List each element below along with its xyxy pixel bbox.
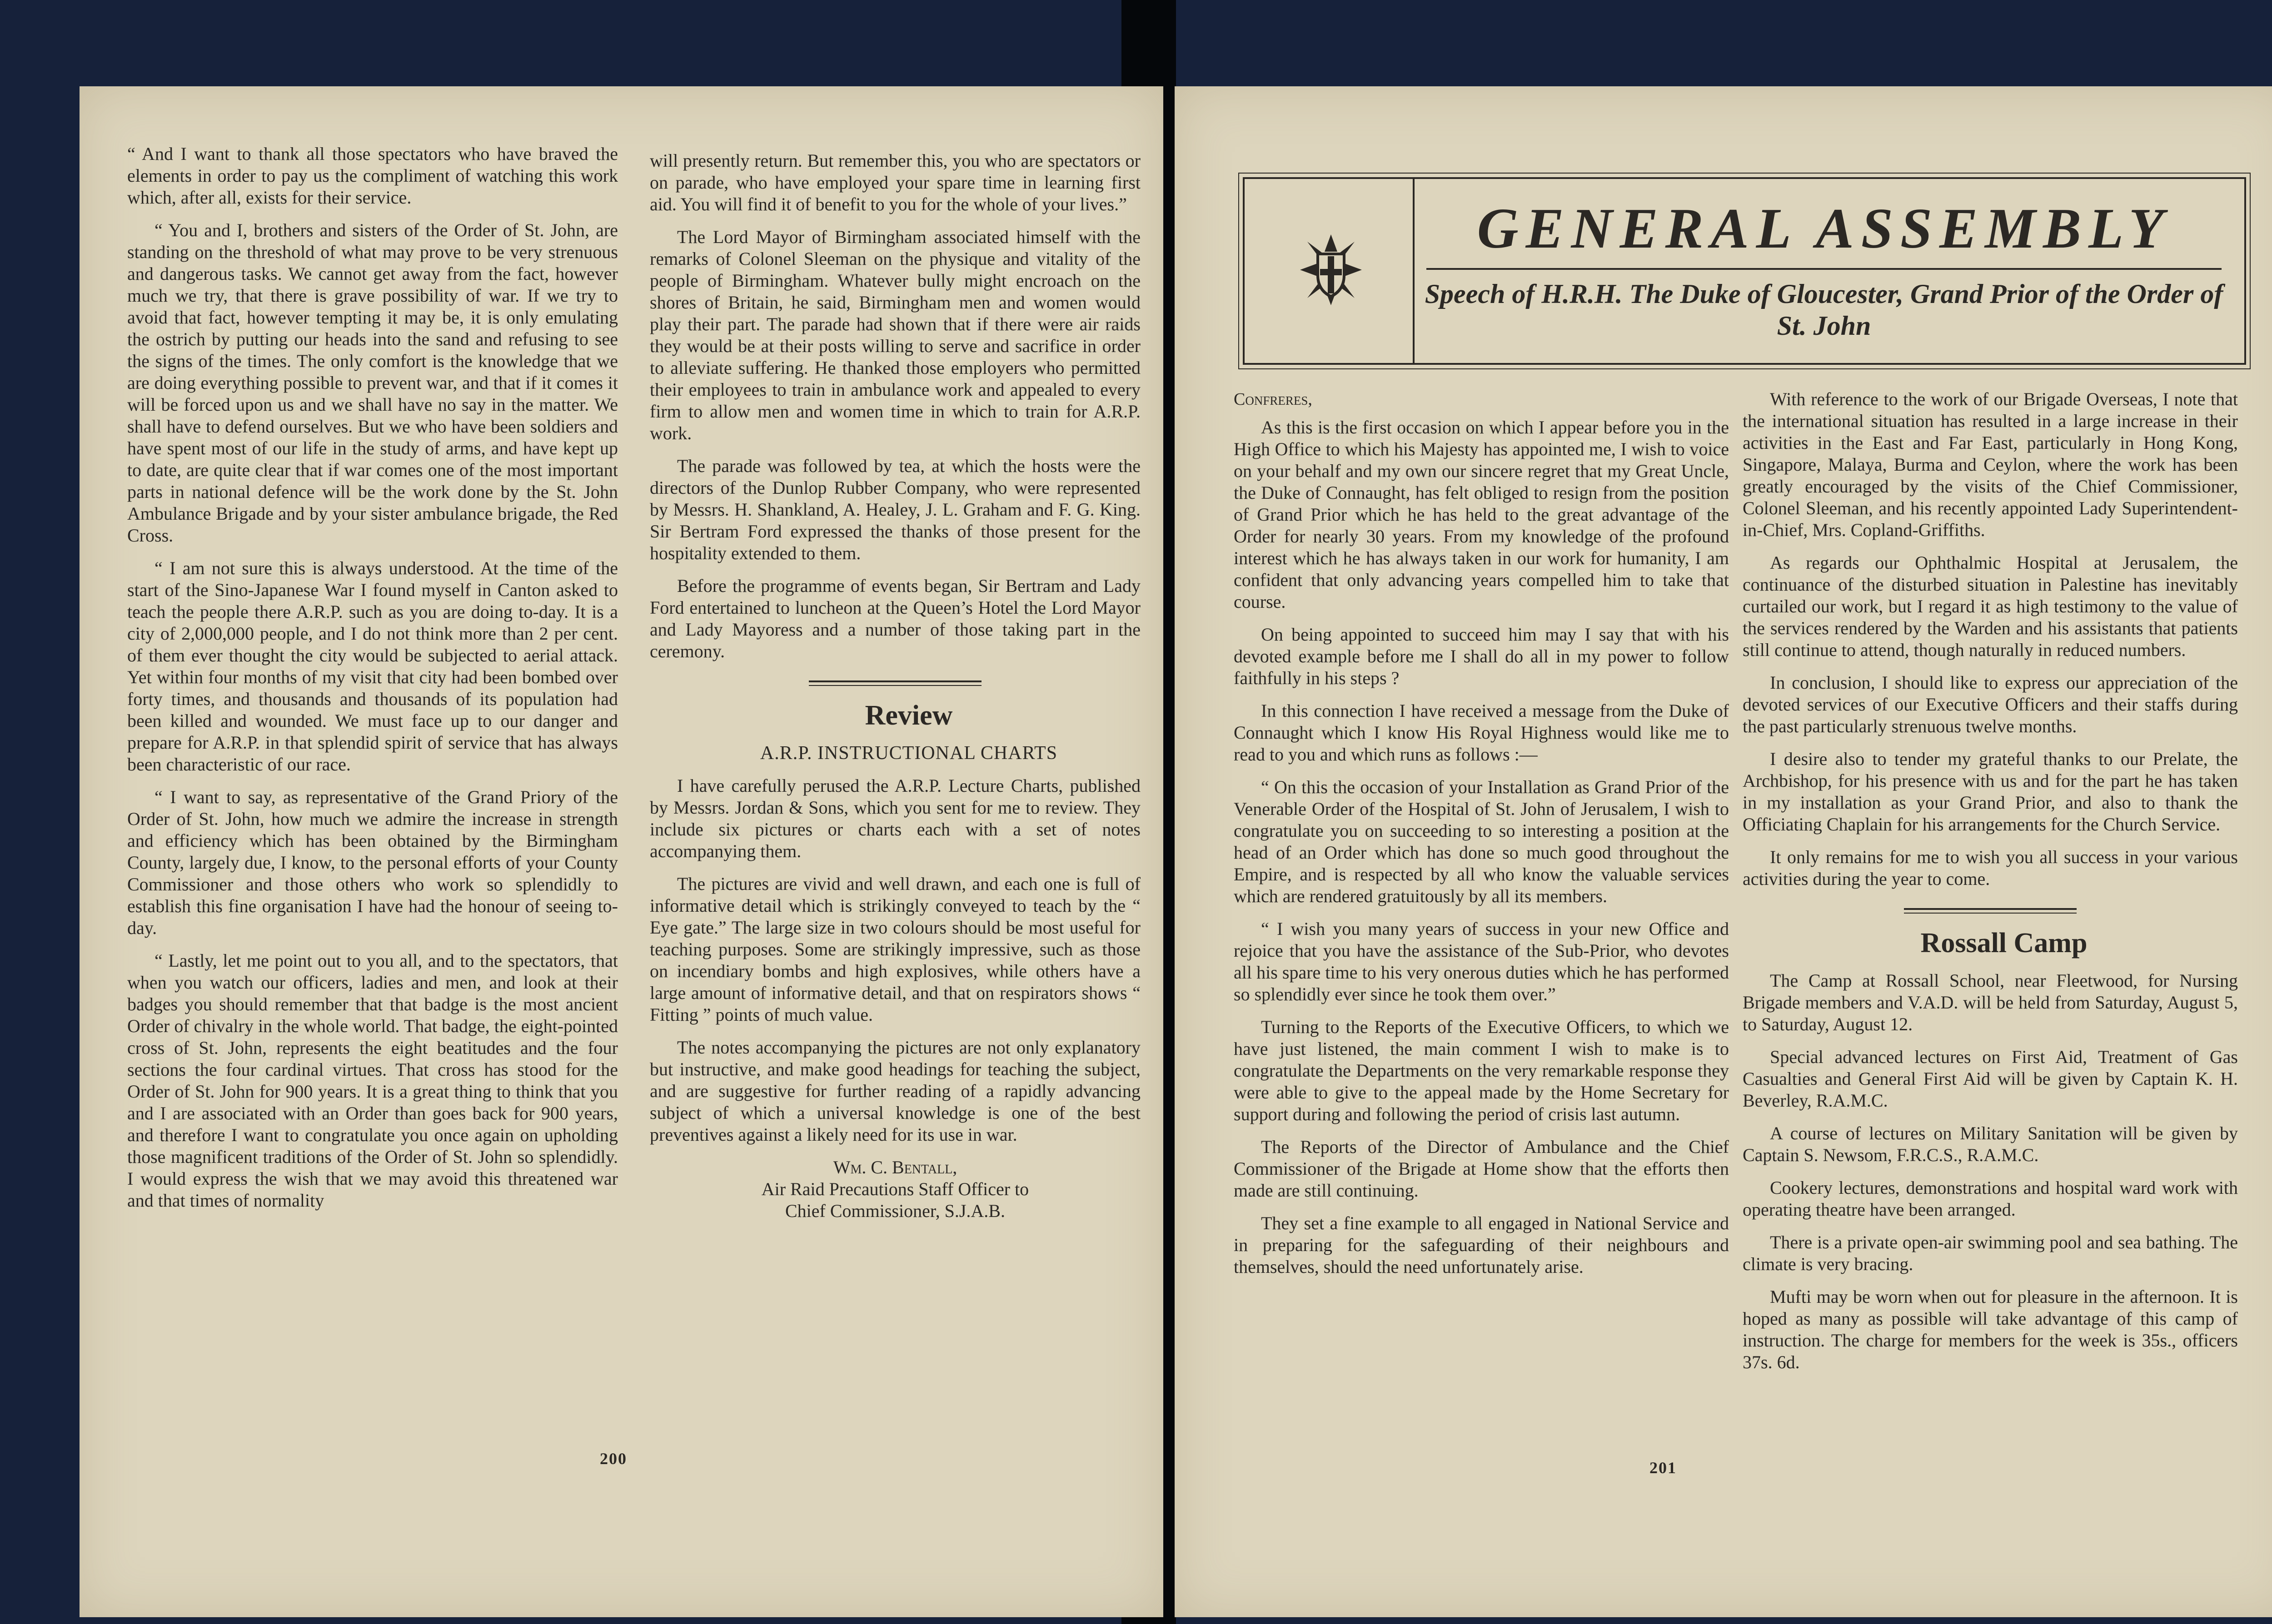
review-signature-name: Wm. C. Bentall, xyxy=(833,1157,957,1177)
paragraph: Cookery lectures, demonstrations and hospital ward work with operating theatre have been arranged. xyxy=(1743,1177,2238,1220)
page-number: 200 xyxy=(600,1450,627,1468)
right-page-column-2 xyxy=(1743,388,2238,1384)
paragraph: It only remains for me to wish you all success in your various activities during the year to come. xyxy=(1743,847,2238,889)
paragraph: will presently return. But remember this, you who are spectators or on parade, who have employed your spare time in learning first aid. You will find it of benefit to you for the whole of your lives.” xyxy=(650,150,1141,214)
paragraph: The Camp at Rossall School, near Fleetwood, for Nursing Brigade members and V.A.D. will be held from Saturday, August 5, to Saturday, August 12. xyxy=(1743,970,2238,1034)
rossall-camp-heading: Rossall Camp xyxy=(1920,928,2088,959)
paragraph: The notes accompanying the pictures are not only explanatory but instructive, and make good headings for teaching the subject, and are suggestive for further reading of a rapidly advancing subject of which a universal knowledge is one of the best preventives against a likely need for its use in war. xyxy=(650,1037,1141,1145)
left-page-column-1 xyxy=(127,143,618,1222)
left-page-column-2 xyxy=(650,150,1141,1222)
left-page xyxy=(80,86,1163,1617)
paragraph: In this connection I have received a message from the Duke of Connaught which I know His Royal Highness would like me to read to you and which runs as follows :— xyxy=(1234,700,1729,765)
paragraph: The pictures are vivid and well drawn, and each one is full of informative detail which is strikingly conveyed to teach by the “ Eye gate.” The large size in two colours should be most useful for teaching purposes. Some are strikingly impressive, such as those on incendiary bombs and high explosives, while others have a large amount of informative detail, and that on respirators shows “ Fitting ” points of much value. xyxy=(650,874,1141,1025)
paragraph: Special advanced lectures on First Aid, Treatment of Gas Casualties and General First Aid will be given by Captain K. H. Beverley, R.A.M.C. xyxy=(1743,1047,2238,1111)
paragraph: “ I am not sure this is always understood. At the time of the start of the Sino-Japanese War I found myself in Canton asked to teach the people there A.R.P. such as you are doing to-day. It is a city of 2,000,000 people, and I do not think more than 2 per cent. of them ever thought the city would be subjected to aerial attack. Yet within four months of my visit that city had been bombed over forty times, and thousands and thousands of its population had been killed and wounded. We must face up to our danger and prepare for A.R.P. in that splendid spirit of service that has always been characteristic of our race. xyxy=(127,558,618,775)
paragraph: As this is the first occasion on which I appear before you in the High Office to which his Majesty has appointed me, I wish to voice on your behalf and my own our sincere regret that my Great Uncle, the Duke of Connaught, has felt obliged to resign from the position of Grand Prior which he has held to the great advantage of the Order for nearly 30 years. From my knowledge of the profound interest which he has always taken in our work for humanity, I am confident that only advancing years compelled him to take that course. xyxy=(1234,417,1729,612)
paragraph: I have carefully perused the A.R.P. Lecture Charts, published by Messrs. Jordan & Sons, which you sent for me to review. They include six pictures or charts each with a set of notes accompanying them. xyxy=(650,775,1141,861)
review-subheading: A.R.P. INSTRUCTIONAL CHARTS xyxy=(760,743,1058,764)
paragraph: The parade was followed by tea, at which the hosts were the directors of the Dunlop Rubber Company, who were represented by Messrs. H. Shankland, A. Healey, J. L. Graham and F. G. King. Sir Bertram Ford expressed the thanks of those present for the hospitality extended to them. xyxy=(650,456,1141,563)
paragraph: They set a fine example to all engaged in National Service and in preparing for the safeguarding of their neighbours and themselves, should the need unfortunately arise. xyxy=(1234,1213,1729,1277)
paragraph: The Lord Mayor of Birmingham associated himself with the remarks of Colonel Sleeman on the physique and vitality of the people of Birmingham. Whatever bully might encroach on the shores of Britain, he said, Birmingham men and women would play their part. The parade had shown that if there were air raids they would be at their posts willing to serve and sacrifice in order to alleviate suffering. He thanked those employers who permitted their employees to train in ambulance work and appealed to every firm to allow men and women time in which to train for A.R.P. work. xyxy=(650,227,1141,443)
article-header-box xyxy=(1243,177,2246,365)
review-heading: Review xyxy=(865,700,953,731)
right-page xyxy=(1175,86,2272,1617)
paragraph: A course of lectures on Military Sanitation will be given by Captain S. Newsom, F.R.C.S., R.A.M.C. xyxy=(1743,1123,2238,1165)
paragraph: As regards our Ophthalmic Hospital at Jerusalem, the continuance of the disturbed situation in Palestine has inevitably curtailed our work, but I regard it as high testimony to the value of the services rendered by the Warden and his assistants that patients still continue to attend, though naturally in reduced numbers. xyxy=(1743,552,2238,660)
review-signature-org: Chief Commissioner, S.J.A.B. xyxy=(785,1201,1005,1221)
paragraph: There is a private open-air swimming pool and sea bathing. The climate is very bracing. xyxy=(1743,1232,2238,1274)
section-divider xyxy=(1904,908,2077,914)
right-page-column-1 xyxy=(1234,388,1729,1289)
paragraph: “ I wish you many years of success in your new Office and rejoice that you have the assistance of the Sub-Prior, who devotes all his spare time to his very onerous duties which he has performed so splendidly ever since he took them over.” xyxy=(1234,919,1729,1004)
emblem-panel xyxy=(1245,179,1415,363)
paragraph: Before the programme of events began, Sir Bertram and Lady Ford entertained to luncheon at the Queen’s Hotel the Lord Mayor and Lady Mayoress and a number of those taking part in the ceremony. xyxy=(650,576,1141,661)
paragraph: “ I want to say, as representative of the Grand Priory of the Order of St. John, how much we admire the increase in strength and efficiency which has been obtained by the Birmingham County, largely due, I know, to the personal efforts of your County Commissioner and those others who work so splendidly to establish this fine organisation I have had the honour of seeing to-day. xyxy=(127,787,618,938)
paragraph: With reference to the work of our Brigade Overseas, I note that the international situation has resulted in a large increase in their activities in the East and Far East, particularly in Hong Kong, Singapore, Malaya, Burma and Ceylon, where the work has been greatly encouraged by the visits of the Chief Commissioner, Colonel Sleeman, and his recently appointed Lady Superintendent-in-Chief, Mrs. Copland-Griffiths. xyxy=(1743,389,2238,540)
paragraph: “ Lastly, let me point out to you all, and to the spectators, that when you watch our officers, ladies and men, and look at their badges you should remember that that badge is the most ancient Order of chivalry in the whole world. That badge, the eight-pointed cross of St. John, represents the eight beatitudes and the four sections the four cardinal virtues. That cross has stood for the Order of St. John for 900 years. It is a great thing to think that you and I are associated with an Order than goes back for 900 years, and therefore I want to congratulate you once again on upholding those magnificent traditions of the Order of St. John so splendidly. I would express the wish that we may avoid this threatened war and that times of normality xyxy=(127,950,618,1211)
paragraph: I desire also to tender my grateful thanks to our Prelate, the Archbishop, for his presence with us and for the part he has taken in my installation as your Grand Prior, and also to thank the Officiating Chaplain for his arrangements for the Church Service. xyxy=(1743,749,2238,834)
salutation: Confreres, xyxy=(1234,390,1312,409)
paragraph: Mufti may be worn when out for pleasure in the afternoon. It is hoped as many as possible will take advantage of this camp of instruction. The charge for members for the week is 35s., officers 37s. 6d. xyxy=(1743,1286,2238,1372)
page-number: 201 xyxy=(1649,1459,1677,1477)
paragraph: “ You and I, brothers and sisters of the Order of St. John, are standing on the threshold of what may prove to be very strenuous and dangerous tasks. We cannot get away from the fact, however much we try, that there is grave possibility of war. If we try to avoid that fact, however tempting it may be, it is only emulating the ostrich by putting our heads into the sand and refusing to see the signs of the times. The only comfort is the knowledge that we are doing everything possible to prevent war, and that if it comes it will be forced upon us and we shall have no say in the matter. We shall have to defend ourselves. But we who have been soldiers and have spent most of our life in the study of arms, and have kept up to date, are quite clear that if war comes one of the most important parts in national defence will be the work done by the St. John Ambulance Brigade and by your sister ambulance brigade, the Red Cross. xyxy=(127,220,618,546)
review-signature-title: Air Raid Precautions Staff Officer to xyxy=(761,1179,1029,1199)
paragraph: In conclusion, I should like to express our appreciation of the devoted services of our Executive Officers and their staffs during the past particularly strenuous twelve months. xyxy=(1743,672,2238,736)
article-title: GENERAL ASSEMBLY xyxy=(1477,197,2171,260)
order-of-st-john-cross-icon xyxy=(1299,233,1363,306)
section-divider xyxy=(809,680,982,686)
paragraph: The Reports of the Director of Ambulance and the Chief Commissioner of the Brigade at Home show that the efforts then made are still continuing. xyxy=(1234,1137,1729,1201)
article-subtitle: Speech of H.R.H. The Duke of Gloucester, Grand Prior of the Order of St. John xyxy=(1425,279,2223,341)
paragraph: On being appointed to succeed him may I say that with his devoted example before me I shall do all in my power to follow faithfully in his steps ? xyxy=(1234,624,1729,688)
title-rule xyxy=(1426,268,2222,270)
paragraph: “ On this the occasion of your Installation as Grand Prior of the Venerable Order of the Hospital of St. John of Jerusalem, I wish to congratulate you on succeeding to so interesting a position at the head of an Order which has done so much good throughout the Empire, and is respected by all who know the valuable services which are rendered gratuitously by all its members. xyxy=(1234,777,1729,906)
paragraph: “ And I want to thank all those spectators who have braved the elements in order to pay us the compliment of watching this work which, after all, exists for their service. xyxy=(127,144,618,208)
paragraph: Turning to the Reports of the Executive Officers, to which we have just listened, the main comment I wish to make is to congratulate the Departments on the very remarkable response they were able to give to the appeal made by the Home Secretary for support during and following the period of crisis last autumn. xyxy=(1234,1017,1729,1124)
